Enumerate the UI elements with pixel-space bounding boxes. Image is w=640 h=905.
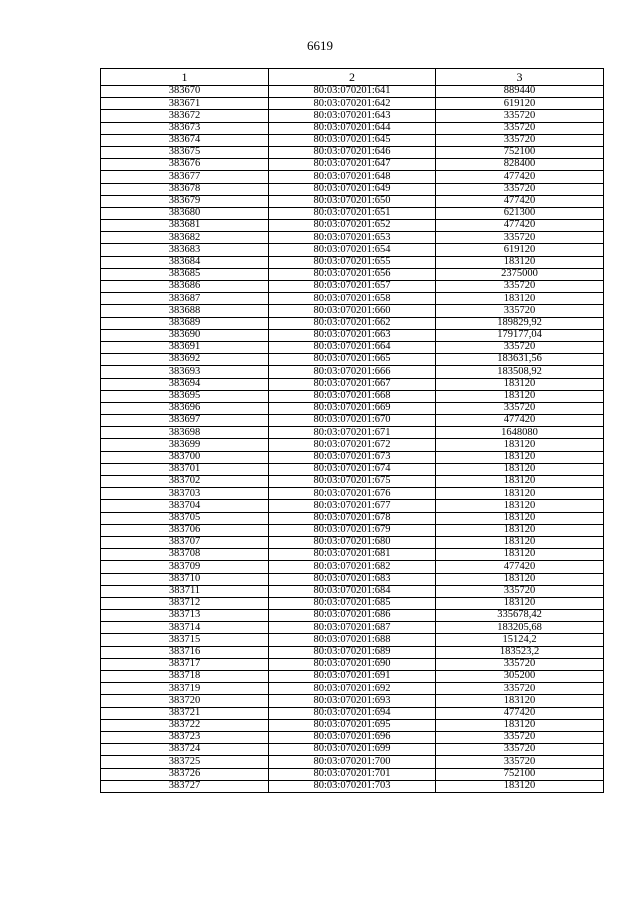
cadastral-number-cell: 80:03:070201:652 [269, 220, 436, 232]
row-number-cell: 383726 [101, 768, 269, 780]
cadastral-number-cell: 80:03:070201:703 [269, 780, 436, 792]
table-row [101, 573, 604, 585]
row-number-cell: 383725 [101, 756, 269, 768]
row-number-cell: 383707 [101, 536, 269, 548]
value-cell: 335720 [436, 731, 604, 743]
value-cell: 183120 [436, 573, 604, 585]
row-number-cell: 383708 [101, 549, 269, 561]
value-cell: 335720 [436, 183, 604, 195]
table-row [101, 171, 604, 183]
cadastral-number-cell: 80:03:070201:700 [269, 756, 436, 768]
table-row [101, 585, 604, 597]
cadastral-number-cell: 80:03:070201:687 [269, 622, 436, 634]
row-number-cell: 383688 [101, 305, 269, 317]
table-row [101, 707, 604, 719]
row-number-cell: 383722 [101, 719, 269, 731]
column-header-1: 1 [101, 69, 269, 86]
table-row [101, 256, 604, 268]
value-cell: 183120 [436, 476, 604, 488]
table-row [101, 122, 604, 134]
table-row [101, 622, 604, 634]
value-cell: 335720 [436, 122, 604, 134]
cadastral-number-cell: 80:03:070201:695 [269, 719, 436, 731]
value-cell: 183523,2 [436, 646, 604, 658]
table-row [101, 731, 604, 743]
cadastral-number-cell: 80:03:070201:684 [269, 585, 436, 597]
table-row [101, 220, 604, 232]
value-cell: 335720 [436, 134, 604, 146]
cadastral-number-cell: 80:03:070201:694 [269, 707, 436, 719]
row-number-cell: 383712 [101, 597, 269, 609]
cadastral-number-cell: 80:03:070201:689 [269, 646, 436, 658]
table-row [101, 317, 604, 329]
value-cell: 335720 [436, 744, 604, 756]
value-cell: 183120 [436, 439, 604, 451]
cadastral-number-cell: 80:03:070201:649 [269, 183, 436, 195]
cadastral-number-cell: 80:03:070201:660 [269, 305, 436, 317]
cadastral-number-cell: 80:03:070201:691 [269, 671, 436, 683]
row-number-cell: 383677 [101, 171, 269, 183]
table-body [101, 86, 604, 793]
table-row [101, 671, 604, 683]
cadastral-number-cell: 80:03:070201:647 [269, 159, 436, 171]
table-header-row [101, 69, 604, 86]
row-number-cell: 383717 [101, 658, 269, 670]
row-number-cell: 383706 [101, 524, 269, 536]
table-row [101, 207, 604, 219]
row-number-cell: 383705 [101, 512, 269, 524]
table-row [101, 561, 604, 573]
value-cell: 2375000 [436, 268, 604, 280]
table-row [101, 378, 604, 390]
value-cell: 335720 [436, 756, 604, 768]
cadastral-number-cell: 80:03:070201:665 [269, 354, 436, 366]
table-row [101, 134, 604, 146]
cadastral-number-cell: 80:03:070201:646 [269, 146, 436, 158]
row-number-cell: 383699 [101, 439, 269, 451]
table-row [101, 476, 604, 488]
value-cell: 335720 [436, 232, 604, 244]
cadastral-number-cell: 80:03:070201:663 [269, 329, 436, 341]
value-cell: 335720 [436, 305, 604, 317]
row-number-cell: 383711 [101, 585, 269, 597]
table-row [101, 98, 604, 110]
value-cell: 335720 [436, 402, 604, 414]
table-row [101, 597, 604, 609]
row-number-cell: 383690 [101, 329, 269, 341]
page-number: 6619 [307, 38, 333, 53]
table-row [101, 549, 604, 561]
value-cell: 183120 [436, 524, 604, 536]
value-cell: 189829,92 [436, 317, 604, 329]
cadastral-number-cell: 80:03:070201:641 [269, 86, 436, 98]
value-cell: 752100 [436, 146, 604, 158]
cadastral-number-cell: 80:03:070201:644 [269, 122, 436, 134]
row-number-cell: 383719 [101, 683, 269, 695]
cadastral-number-cell: 80:03:070201:658 [269, 293, 436, 305]
cadastral-number-cell: 80:03:070201:692 [269, 683, 436, 695]
value-cell: 828400 [436, 159, 604, 171]
cadastral-number-cell: 80:03:070201:670 [269, 415, 436, 427]
row-number-cell: 383723 [101, 731, 269, 743]
row-number-cell: 383675 [101, 146, 269, 158]
table-row [101, 719, 604, 731]
row-number-cell: 383682 [101, 232, 269, 244]
row-number-cell: 383718 [101, 671, 269, 683]
cadastral-number-cell: 80:03:070201:677 [269, 500, 436, 512]
cadastral-number-cell: 80:03:070201:685 [269, 597, 436, 609]
value-cell: 183120 [436, 390, 604, 402]
table-row [101, 195, 604, 207]
table-row [101, 524, 604, 536]
cadastral-number-cell: 80:03:070201:679 [269, 524, 436, 536]
value-cell: 335678,42 [436, 610, 604, 622]
table-row [101, 780, 604, 792]
table-row [101, 159, 604, 171]
row-number-cell: 383698 [101, 427, 269, 439]
row-number-cell: 383716 [101, 646, 269, 658]
table-row [101, 439, 604, 451]
value-cell: 183120 [436, 536, 604, 548]
cadastral-number-cell: 80:03:070201:643 [269, 110, 436, 122]
table-row [101, 536, 604, 548]
row-number-cell: 383710 [101, 573, 269, 585]
cadastral-number-cell: 80:03:070201:681 [269, 549, 436, 561]
table-row [101, 146, 604, 158]
row-number-cell: 383681 [101, 220, 269, 232]
table-row [101, 341, 604, 353]
value-cell: 477420 [436, 707, 604, 719]
table-row [101, 451, 604, 463]
table-row [101, 183, 604, 195]
table-row [101, 683, 604, 695]
value-cell: 183631,56 [436, 354, 604, 366]
cadastral-number-cell: 80:03:070201:686 [269, 610, 436, 622]
cadastral-number-cell: 80:03:070201:701 [269, 768, 436, 780]
cadastral-number-cell: 80:03:070201:656 [269, 268, 436, 280]
cadastral-number-cell: 80:03:070201:699 [269, 744, 436, 756]
table-row [101, 756, 604, 768]
value-cell: 621300 [436, 207, 604, 219]
value-cell: 335720 [436, 110, 604, 122]
row-number-cell: 383720 [101, 695, 269, 707]
value-cell: 15124,2 [436, 634, 604, 646]
row-number-cell: 383687 [101, 293, 269, 305]
value-cell: 183120 [436, 719, 604, 731]
value-cell: 477420 [436, 220, 604, 232]
value-cell: 183120 [436, 695, 604, 707]
row-number-cell: 383691 [101, 341, 269, 353]
cadastral-number-cell: 80:03:070201:669 [269, 402, 436, 414]
table-row [101, 768, 604, 780]
cadastral-number-cell: 80:03:070201:676 [269, 488, 436, 500]
row-number-cell: 383703 [101, 488, 269, 500]
row-number-cell: 383678 [101, 183, 269, 195]
value-cell: 619120 [436, 244, 604, 256]
row-number-cell: 383700 [101, 451, 269, 463]
value-cell: 477420 [436, 171, 604, 183]
table-row [101, 610, 604, 622]
value-cell: 619120 [436, 98, 604, 110]
table-row [101, 329, 604, 341]
table-row [101, 500, 604, 512]
value-cell: 183508,92 [436, 366, 604, 378]
row-number-cell: 383685 [101, 268, 269, 280]
cadastral-number-cell: 80:03:070201:666 [269, 366, 436, 378]
cadastral-number-cell: 80:03:070201:664 [269, 341, 436, 353]
cadastral-number-cell: 80:03:070201:680 [269, 536, 436, 548]
row-number-cell: 383697 [101, 415, 269, 427]
row-number-cell: 383673 [101, 122, 269, 134]
row-number-cell: 383704 [101, 500, 269, 512]
table-row [101, 427, 604, 439]
table-row [101, 658, 604, 670]
cadastral-number-cell: 80:03:070201:642 [269, 98, 436, 110]
table-row [101, 86, 604, 98]
cadastral-number-cell: 80:03:070201:696 [269, 731, 436, 743]
cadastral-number-cell: 80:03:070201:682 [269, 561, 436, 573]
row-number-cell: 383686 [101, 281, 269, 293]
cadastral-number-cell: 80:03:070201:671 [269, 427, 436, 439]
value-cell: 305200 [436, 671, 604, 683]
row-number-cell: 383670 [101, 86, 269, 98]
table-row [101, 232, 604, 244]
row-number-cell: 383672 [101, 110, 269, 122]
cadastral-number-cell: 80:03:070201:650 [269, 195, 436, 207]
cadastral-number-cell: 80:03:070201:678 [269, 512, 436, 524]
value-cell: 477420 [436, 415, 604, 427]
row-number-cell: 383683 [101, 244, 269, 256]
column-header-2: 2 [269, 69, 436, 86]
table-row [101, 354, 604, 366]
cadastral-number-cell: 80:03:070201:662 [269, 317, 436, 329]
row-number-cell: 383676 [101, 159, 269, 171]
table-row [101, 512, 604, 524]
value-cell: 183120 [436, 780, 604, 792]
row-number-cell: 383702 [101, 476, 269, 488]
table-row [101, 488, 604, 500]
row-number-cell: 383709 [101, 561, 269, 573]
row-number-cell: 383696 [101, 402, 269, 414]
cadastral-number-cell: 80:03:070201:688 [269, 634, 436, 646]
value-cell: 183120 [436, 451, 604, 463]
row-number-cell: 383694 [101, 378, 269, 390]
cadastral-number-cell: 80:03:070201:645 [269, 134, 436, 146]
value-cell: 183205,68 [436, 622, 604, 634]
cadastral-number-cell: 80:03:070201:674 [269, 463, 436, 475]
row-number-cell: 383689 [101, 317, 269, 329]
row-number-cell: 383674 [101, 134, 269, 146]
value-cell: 335720 [436, 683, 604, 695]
cadastral-number-cell: 80:03:070201:672 [269, 439, 436, 451]
value-cell: 335720 [436, 341, 604, 353]
table-row [101, 244, 604, 256]
cadastral-number-cell: 80:03:070201:683 [269, 573, 436, 585]
row-number-cell: 383692 [101, 354, 269, 366]
row-number-cell: 383715 [101, 634, 269, 646]
cadastral-number-cell: 80:03:070201:693 [269, 695, 436, 707]
row-number-cell: 383695 [101, 390, 269, 402]
row-number-cell: 383679 [101, 195, 269, 207]
table-row [101, 463, 604, 475]
cadastral-number-cell: 80:03:070201:673 [269, 451, 436, 463]
value-cell: 477420 [436, 561, 604, 573]
cadastral-number-cell: 80:03:070201:675 [269, 476, 436, 488]
value-cell: 752100 [436, 768, 604, 780]
value-cell: 889440 [436, 86, 604, 98]
value-cell: 183120 [436, 549, 604, 561]
row-number-cell: 383727 [101, 780, 269, 792]
value-cell: 183120 [436, 293, 604, 305]
cadastral-number-cell: 80:03:070201:667 [269, 378, 436, 390]
value-cell: 1648080 [436, 427, 604, 439]
row-number-cell: 383714 [101, 622, 269, 634]
table-row [101, 695, 604, 707]
row-number-cell: 383693 [101, 366, 269, 378]
value-cell: 183120 [436, 378, 604, 390]
column-header-3: 3 [436, 69, 604, 86]
row-number-cell: 383724 [101, 744, 269, 756]
value-cell: 335720 [436, 281, 604, 293]
value-cell: 335720 [436, 585, 604, 597]
row-number-cell: 383721 [101, 707, 269, 719]
row-number-cell: 383671 [101, 98, 269, 110]
value-cell: 183120 [436, 463, 604, 475]
value-cell: 183120 [436, 500, 604, 512]
cadastral-number-cell: 80:03:070201:655 [269, 256, 436, 268]
table-row [101, 646, 604, 658]
table-row [101, 293, 604, 305]
table-row [101, 281, 604, 293]
row-number-cell: 383701 [101, 463, 269, 475]
row-number-cell: 383684 [101, 256, 269, 268]
table-row [101, 366, 604, 378]
table-row [101, 110, 604, 122]
table-row [101, 634, 604, 646]
cadastral-number-cell: 80:03:070201:653 [269, 232, 436, 244]
table-row [101, 268, 604, 280]
value-cell: 183120 [436, 488, 604, 500]
table-row [101, 402, 604, 414]
table-row [101, 744, 604, 756]
registry-table [100, 68, 604, 793]
table-row [101, 415, 604, 427]
cadastral-number-cell: 80:03:070201:668 [269, 390, 436, 402]
table-row [101, 390, 604, 402]
value-cell: 179177,04 [436, 329, 604, 341]
row-number-cell: 383713 [101, 610, 269, 622]
table-row [101, 305, 604, 317]
value-cell: 183120 [436, 597, 604, 609]
value-cell: 477420 [436, 195, 604, 207]
value-cell: 183120 [436, 256, 604, 268]
cadastral-number-cell: 80:03:070201:648 [269, 171, 436, 183]
cadastral-number-cell: 80:03:070201:651 [269, 207, 436, 219]
row-number-cell: 383680 [101, 207, 269, 219]
cadastral-number-cell: 80:03:070201:657 [269, 281, 436, 293]
value-cell: 183120 [436, 512, 604, 524]
cadastral-number-cell: 80:03:070201:690 [269, 658, 436, 670]
cadastral-number-cell: 80:03:070201:654 [269, 244, 436, 256]
value-cell: 335720 [436, 658, 604, 670]
